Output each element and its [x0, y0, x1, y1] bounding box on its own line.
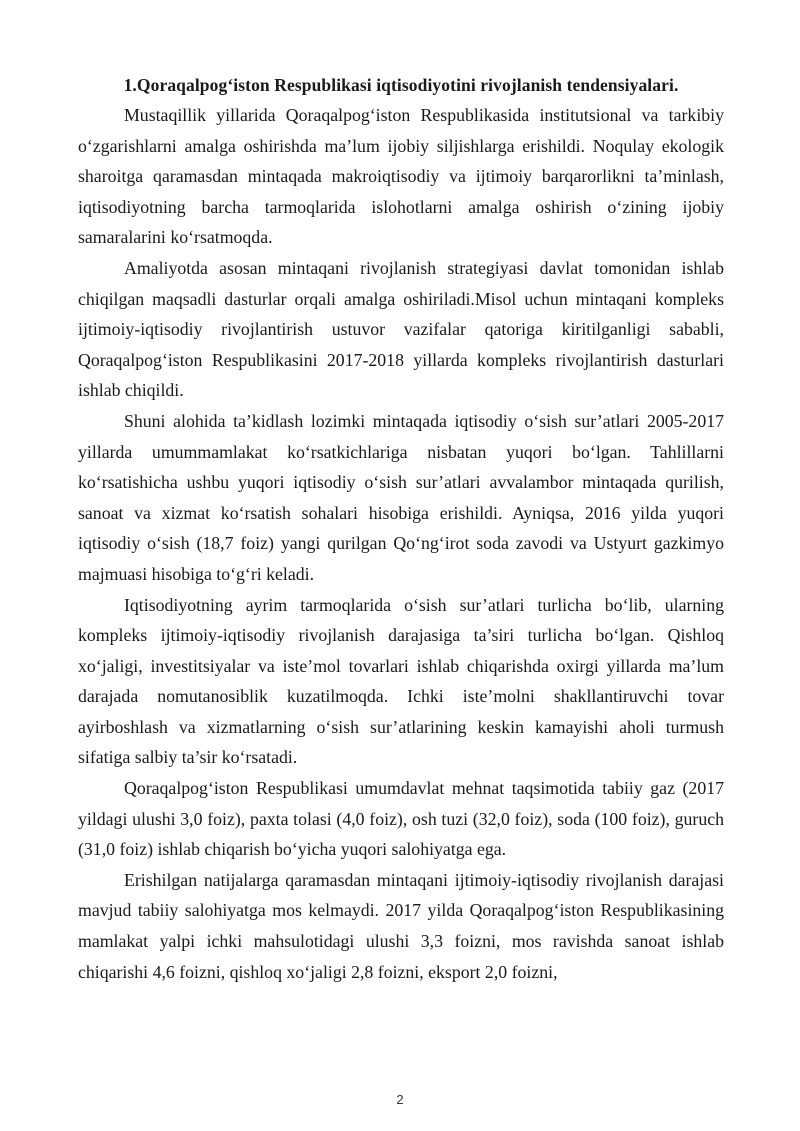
paragraph-6: Erishilgan natijalarga qaramasdan mintaqani ijtimoiy-iqtisodiy rivojlanish darajasi mavjud tabiiy salohiyatga mos kelmaydi. 2017 yilda Qoraqalpog‘iston Respublikasining mamlakat yalpi ichki mahsulotidagi ulushi 3,3 foizni, mos ravishda sanoat ishlab chiqarishi 4,6 foizni, qishloq xo‘jaligi 2,8 foizni, eksport 2,0 foizni, — [78, 869, 724, 982]
section-heading: 1.Qoraqalpog‘iston Respublikasi iqtisodiyotini rivojlanish tendensiyalari. — [123, 75, 679, 95]
paragraph-3: Shuni alohida ta’kidlash lozimki mintaqada iqtisodiy o‘sish sur’atlari 2005-2017 yillarda umummamlakat ko‘rsatkichlariga nisbatan yuqori bo‘lgan. Tahlillarni ko‘rsatishicha ushbu yuqori iqtisodiy o‘sish sur’atlari avvalambor mintaqada qurilish, sanoat va xizmat ko‘rsatish sohalari hisobiga erishildi. Ayniqsa, 2016 yilda yuqori iqtisodiy o‘sish (18,7 foiz) yangi qurilgan Qo‘ng‘irot soda zavodi va Ustyurt gazkimyo majmuasi hisobiga to‘g‘ri keladi. — [78, 410, 724, 584]
paragraph-1: Mustaqillik yillarida Qoraqalpog‘iston Respublikasida institutsional va tarkibiy o‘zgarishlarni amalga oshirishda ma’lum ijobiy siljishlarga erishildi. Noqulay ekologik sharoitga qaramasdan mintaqada makroiqtisodiy va ijtimoiy barqarorlikni ta’minlash, iqtisodiyotning barcha tarmoqlarida islohotlarni amalga oshirish o‘zining ijobiy samaralarini ko‘rsatmoqda. — [78, 105, 724, 248]
document-body — [78, 70, 724, 987]
paragraph-2: Amaliyotda asosan mintaqani rivojlanish strategiyasi davlat tomonidan ishlab chiqilgan maqsadli dasturlar orqali amalga oshiriladi.Misol uchun mintaqani kompleks ijtimoiy-iqtisodiy rivojlantirish ustuvor vazifalar qatoriga kiritilganligi sababli, Qoraqalpog‘iston Respublikasini 2017-2018 yillarda kompleks rivojlantirish dasturlari ishlab chiqildi. — [78, 257, 724, 401]
paragraph-4: Iqtisodiyotning ayrim tarmoqlarida o‘sish sur’atlari turlicha bo‘lib, ularning kompleks ijtimoiy-iqtisodiy rivojlanish darajasiga ta’siri turlicha bo‘lgan. Qishloq xo‘jaligi, investitsiyalar va iste’mol tovarlari ishlab chiqarishda oxirgi yillarda ma’lum darajada nomutanosiblik kuzatilmoqda. Ichki iste’molni shakllantiruvchi tovar ayirboshlash va xizmatlarning o‘sish sur’atlarining keskin kamayishi aholi turmush sifatiga salbiy ta’sir ko‘rsatadi. — [78, 594, 724, 768]
page-number: 2 — [396, 1092, 404, 1107]
paragraph-5: Qoraqalpog‘iston Respublikasi umumdavlat mehnat taqsimotida tabiiy gaz (2017 yildagi ulushi 3,0 foiz), paxta tolasi (4,0 foiz), osh tuzi (32,0 foiz), soda (100 foiz), guruch (31,0 foiz) ishlab chiqarish bo‘yicha yuqori salohiyatga ega. — [78, 778, 724, 860]
